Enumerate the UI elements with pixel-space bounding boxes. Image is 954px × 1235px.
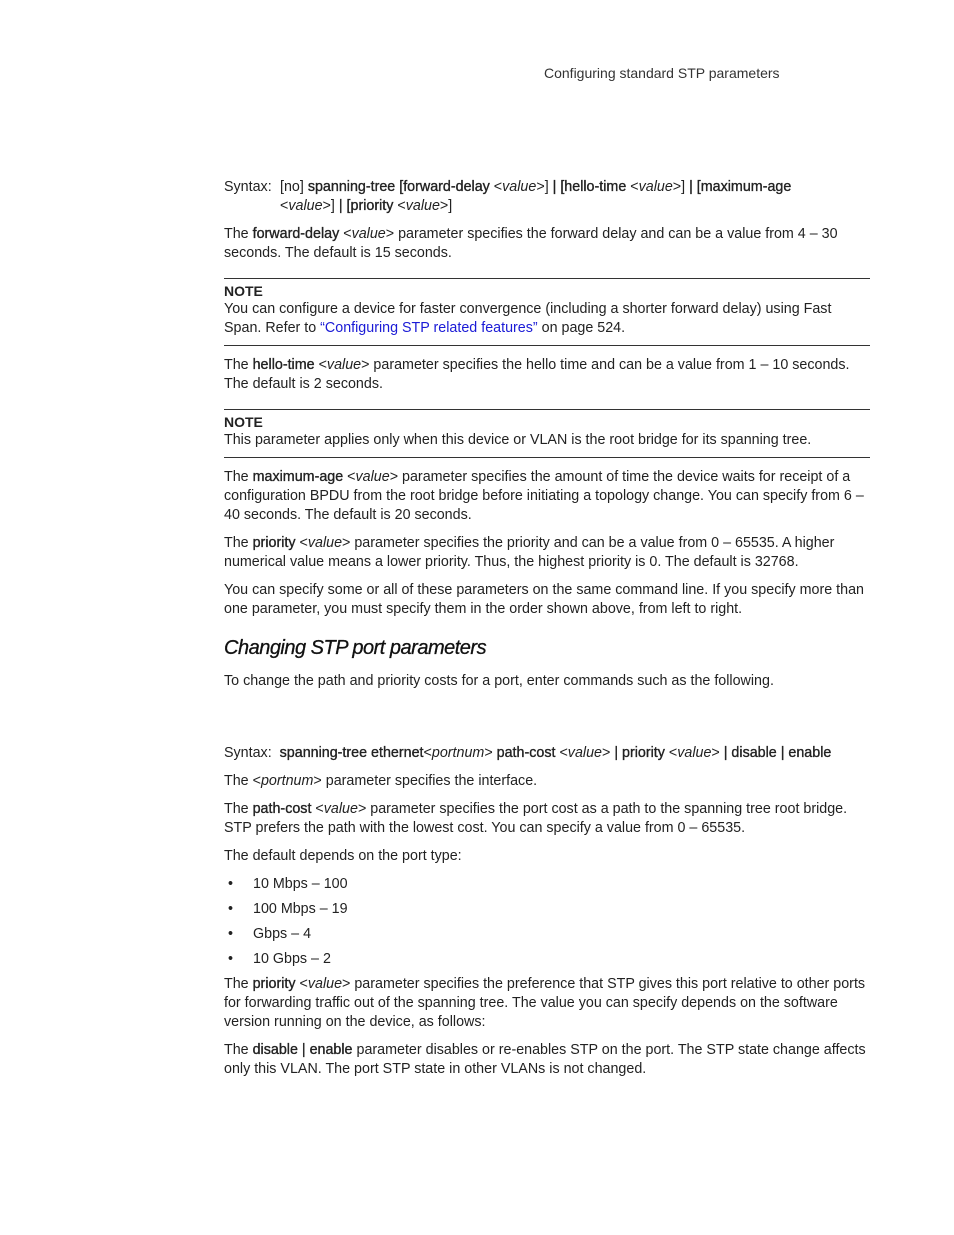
text: > parameter specifies the amount of time the device waits for receipt of a configuration BPDU from the root bridge before initiating a topology change. You can specify from 6 – 40 seconds. The default is 20 seconds. bbox=[224, 469, 864, 523]
syntax-text: < bbox=[664, 745, 678, 761]
syntax-keyword: spanning-tree [forward-delay bbox=[307, 179, 490, 195]
syntax-label: Syntax: bbox=[224, 179, 272, 195]
syntax-text: < bbox=[393, 198, 406, 214]
note-text: This parameter applies only when this device or VLAN is the root bridge for its spanning tree. bbox=[224, 432, 812, 448]
paragraph-path-cost bbox=[224, 800, 870, 838]
text: < bbox=[295, 976, 308, 992]
text: The bbox=[224, 469, 253, 485]
list-item bbox=[224, 950, 870, 969]
text: > parameter specifies the port cost as a path to the spanning tree root bridge. STP prefers the path with the lowest cost. You can specify a value from 0 – 65535. bbox=[224, 801, 848, 836]
bullet-icon: • bbox=[228, 876, 234, 892]
text: parameter disables or re-enables STP on the port. The STP state change affects only this VLAN. The port STP state in other VLANs is not changed. bbox=[224, 1042, 866, 1077]
syntax-text: [no] bbox=[280, 179, 308, 195]
syntax-keyword: | [hello-time bbox=[552, 179, 627, 195]
syntax-text: < bbox=[626, 179, 639, 195]
paragraph-forward-delay bbox=[224, 225, 870, 263]
text: The bbox=[224, 535, 253, 551]
syntax-keyword: spanning-tree ethernet bbox=[279, 745, 424, 761]
text: > parameter specifies the interface. bbox=[313, 773, 538, 789]
paragraph-priority bbox=[224, 534, 870, 572]
document-body bbox=[224, 178, 870, 1088]
syntax-text: < bbox=[423, 745, 432, 761]
syntax-text: < bbox=[489, 179, 503, 195]
syntax-text: >] bbox=[672, 179, 690, 195]
note-box-fast-span bbox=[224, 278, 870, 346]
keyword: hello-time bbox=[252, 357, 315, 373]
text: > parameter specifies the priority and can be a value from 0 – 65535. A higher numerical value means a lower priority. Thus, the highest priority is 0. The default is 32768. bbox=[224, 535, 835, 570]
text: The bbox=[224, 1042, 253, 1058]
text: < bbox=[311, 801, 324, 817]
syntax-text: > bbox=[711, 745, 724, 761]
note-title: NOTE bbox=[224, 283, 263, 299]
variable: value bbox=[307, 535, 343, 551]
bullet-icon: • bbox=[228, 951, 234, 967]
bullet-icon: • bbox=[228, 901, 234, 917]
syntax-keyword: | disable | enable bbox=[723, 745, 832, 761]
syntax-variable: value bbox=[405, 198, 440, 214]
syntax-text: > bbox=[484, 745, 497, 761]
paragraph-portnum bbox=[224, 772, 870, 791]
list-item-text: 100 Mbps – 19 bbox=[253, 901, 348, 917]
list-item bbox=[224, 925, 870, 944]
text: The < bbox=[224, 773, 261, 789]
syntax-block-port bbox=[224, 744, 870, 763]
running-header: Configuring standard STP parameters bbox=[544, 65, 780, 81]
note-box-root-bridge bbox=[224, 409, 870, 458]
syntax-keyword: path-cost bbox=[496, 745, 556, 761]
syntax-text: < bbox=[280, 198, 289, 214]
syntax-variable: value bbox=[567, 745, 602, 761]
paragraph-disable-enable bbox=[224, 1041, 870, 1079]
text: < bbox=[314, 357, 327, 373]
variable: portnum bbox=[260, 773, 314, 789]
list-item-text: Gbps – 4 bbox=[253, 926, 312, 942]
syntax-variable: value bbox=[638, 179, 673, 195]
syntax-keyword: | priority bbox=[614, 745, 665, 761]
syntax-text: >] bbox=[322, 198, 339, 214]
text: The bbox=[224, 357, 253, 373]
section-heading: Changing STP port parameters bbox=[224, 637, 487, 659]
text: < bbox=[295, 535, 308, 551]
syntax-variable: value bbox=[677, 745, 712, 761]
paragraph-intro: To change the path and priority costs for a port, enter commands such as the following. bbox=[224, 673, 774, 689]
keyword: priority bbox=[252, 976, 296, 992]
syntax-text: >] bbox=[536, 179, 553, 195]
keyword: maximum-age bbox=[252, 469, 344, 485]
paragraph-default-port-type: The default depends on the port type: bbox=[224, 848, 462, 864]
text: < bbox=[343, 469, 356, 485]
note-text bbox=[224, 300, 870, 338]
syntax-text: > bbox=[601, 745, 615, 761]
text: > parameter specifies the forward delay and can be a value from 4 – 30 seconds. The default is 15 seconds. bbox=[224, 226, 838, 261]
keyword: priority bbox=[252, 535, 296, 551]
syntax-label: Syntax: bbox=[224, 745, 272, 761]
text: on page 524. bbox=[537, 320, 626, 336]
syntax-variable: value bbox=[288, 198, 323, 214]
syntax-text: >] bbox=[439, 198, 453, 214]
text: The bbox=[224, 976, 253, 992]
variable: value bbox=[351, 226, 386, 242]
variable: value bbox=[307, 976, 343, 992]
paragraph-port-priority bbox=[224, 975, 870, 1032]
paragraph-hello-time bbox=[224, 356, 870, 394]
list-item-text: 10 Mbps – 100 bbox=[253, 876, 348, 892]
port-cost-list bbox=[224, 875, 870, 969]
syntax-variable: portnum bbox=[431, 745, 485, 761]
paragraph-parameter-order: You can specify some or all of these parameters on the same command line. If you specify more than one parameter, you must specify them in the order shown above, from left to right. bbox=[224, 582, 864, 617]
variable: value bbox=[323, 801, 358, 817]
list-item bbox=[224, 875, 870, 894]
blank-code-area bbox=[224, 700, 870, 744]
keyword: disable | enable bbox=[252, 1042, 353, 1058]
text: < bbox=[339, 226, 352, 242]
note-title: NOTE bbox=[224, 414, 263, 430]
text: > parameter specifies the preference that STP gives this port relative to other ports for forwarding traffic out of the spanning tree. The value you can specify depends on the software version running on the device, as follows: bbox=[224, 976, 866, 1030]
syntax-command bbox=[280, 178, 870, 216]
cross-reference-link[interactable]: “Configuring STP related features” bbox=[320, 320, 538, 336]
syntax-command bbox=[224, 744, 870, 763]
list-item-text: 10 Gbps – 2 bbox=[253, 951, 331, 967]
syntax-keyword: | [maximum-age bbox=[689, 179, 792, 195]
text: The bbox=[224, 226, 253, 242]
syntax-block-stp bbox=[224, 178, 870, 216]
syntax-text: < bbox=[555, 745, 568, 761]
keyword: path-cost bbox=[252, 801, 312, 817]
list-item bbox=[224, 900, 870, 919]
syntax-keyword: | [priority bbox=[338, 198, 394, 214]
text: > parameter specifies the hello time and can be a value from 1 – 10 seconds. The default is 2 seconds. bbox=[224, 357, 850, 392]
text: You can configure a device for faster convergence (including a shorter forward delay) using Fast Span. Refer to bbox=[224, 301, 832, 336]
paragraph-maximum-age bbox=[224, 468, 870, 525]
bullet-icon: • bbox=[228, 926, 234, 942]
keyword: forward-delay bbox=[252, 226, 340, 242]
syntax-variable: value bbox=[502, 179, 537, 195]
text: The bbox=[224, 801, 253, 817]
variable: value bbox=[326, 357, 362, 373]
variable: value bbox=[355, 469, 390, 485]
